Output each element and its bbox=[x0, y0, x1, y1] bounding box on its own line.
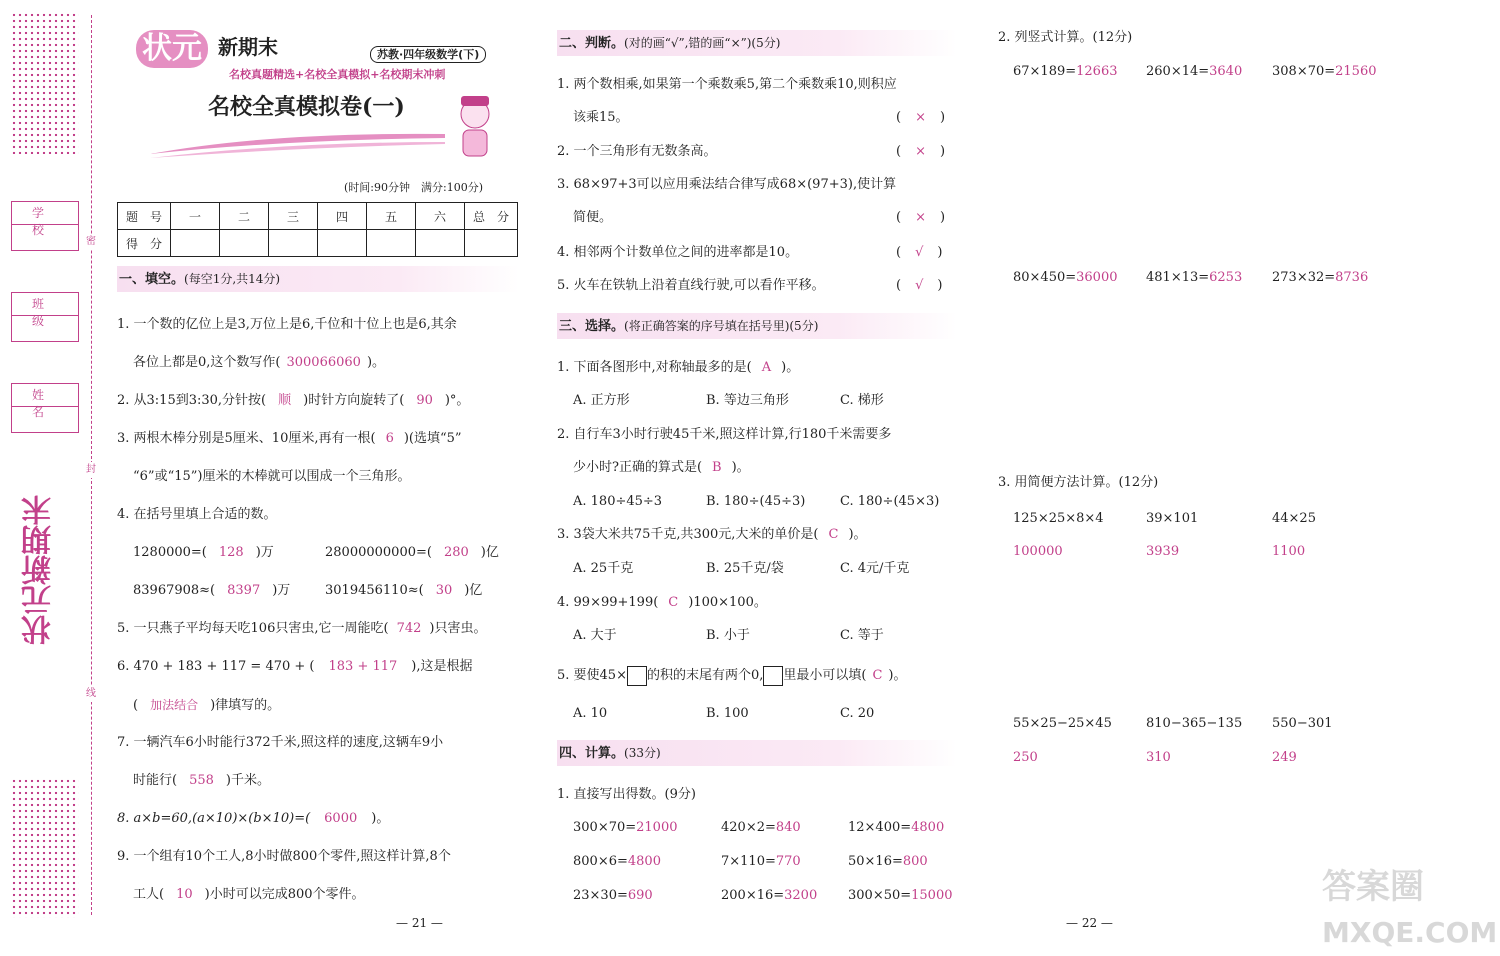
score-header-cell: 五 bbox=[367, 203, 416, 230]
choice-1-question bbox=[557, 360, 799, 376]
q7-text: 时能行( bbox=[133, 773, 178, 788]
cut-mark-xian: 线 bbox=[86, 686, 96, 702]
score-cell[interactable] bbox=[269, 230, 318, 257]
score-cell[interactable] bbox=[220, 230, 269, 257]
calc-2-item bbox=[1013, 64, 1118, 80]
q4-row1-b bbox=[325, 545, 499, 561]
judge-2-mark: × bbox=[915, 144, 926, 159]
calc-answer: 690 bbox=[627, 888, 653, 903]
q4-r1a-text: 1280000=( bbox=[133, 545, 207, 560]
judge-1-paren-open: ( bbox=[896, 110, 902, 125]
section-4-header bbox=[557, 740, 957, 766]
judge-5-mark: √ bbox=[915, 278, 924, 293]
judge-5-paren-close: ) bbox=[937, 278, 943, 293]
judge-3-answer bbox=[896, 210, 945, 226]
judge-5-paren-open: ( bbox=[896, 278, 902, 293]
judge-1-mark: × bbox=[915, 110, 926, 125]
choice-4-question bbox=[557, 595, 767, 611]
q4-r2b-answer: 30 bbox=[435, 583, 453, 598]
q9-answer: 10 bbox=[176, 887, 193, 902]
q4-r2a-end: )万 bbox=[272, 583, 291, 598]
choice-5-question bbox=[557, 665, 907, 687]
q6-line1 bbox=[117, 659, 473, 675]
calc-answer: 21560 bbox=[1335, 64, 1377, 79]
calc-expr: 273×32= bbox=[1272, 270, 1336, 285]
choice-2-question-2 bbox=[573, 460, 750, 476]
slogan: 名校真题精选+名校全真模拟+名校期末冲刺 bbox=[229, 68, 446, 81]
choice-1-opt-b[interactable]: B. 等边三角形 bbox=[706, 393, 789, 408]
q4-r2a-text: 83967908≈( bbox=[133, 583, 216, 598]
choice-5-answer: C bbox=[872, 668, 883, 683]
score-cell[interactable] bbox=[416, 230, 465, 257]
q6-mid: ),这是根据 bbox=[411, 659, 473, 674]
q8-text: 8. a×b=60,(a×10)×(b×10)=( bbox=[117, 811, 311, 826]
q4-r1a-answer: 128 bbox=[218, 545, 244, 560]
q3-text: 3. 两根木棒分别是5厘米、10厘米,再有一根( bbox=[117, 431, 376, 446]
choice-2-answer: B bbox=[712, 460, 722, 475]
choice-1-answer: A bbox=[761, 360, 772, 375]
section-3-header bbox=[557, 313, 957, 339]
score-header-cell: 四 bbox=[318, 203, 367, 230]
choice-4-opt-a[interactable]: A. 大于 bbox=[573, 628, 617, 643]
choice-3-opt-b[interactable]: B. 25千克/袋 bbox=[706, 561, 784, 576]
calc-1-item bbox=[573, 888, 653, 904]
choice-1-opt-a[interactable]: A. 正方形 bbox=[573, 393, 630, 408]
name-label: 姓 名 bbox=[31, 388, 58, 419]
choice-3-answer: C bbox=[828, 527, 839, 542]
q1-text: 各位上都是0,这个数写作( bbox=[133, 355, 281, 370]
q6-answer-1: 183 + 117 bbox=[328, 659, 398, 674]
choice-2-question: 2. 自行车3小时行驶45千米,照这样计算,行180千米需要多 bbox=[557, 427, 892, 442]
series-name: 新期末 bbox=[218, 35, 278, 59]
choice-3-question bbox=[557, 527, 867, 543]
section-3-note: (将正确答案的序号填在括号里)(5分) bbox=[624, 319, 819, 333]
judge-1-paren-close: ) bbox=[939, 110, 946, 125]
q2-text: 2. 从3:15到3:30,分针按( bbox=[117, 393, 267, 408]
choice-3-opt-a[interactable]: A. 25千克 bbox=[573, 561, 634, 576]
choice-5-text-2: 的积的末尾有两个0, bbox=[646, 668, 764, 683]
score-table bbox=[117, 202, 518, 257]
judge-3-paren-open: ( bbox=[896, 210, 902, 225]
score-header-cell: 六 bbox=[416, 203, 465, 230]
section-1-header bbox=[117, 266, 519, 292]
judge-2-paren-open: ( bbox=[896, 144, 902, 159]
vertical-brand: 状元新期末 bbox=[22, 495, 57, 645]
q7-answer: 558 bbox=[189, 773, 214, 788]
q9-line1: 9. 一个组有10个工人,8小时做800个零件,照这样计算,8个 bbox=[117, 849, 451, 864]
calc-expr: 308×70= bbox=[1272, 64, 1336, 79]
judge-4-answer bbox=[896, 245, 942, 261]
q4-r1a-end: )万 bbox=[255, 545, 274, 560]
judge-4-mark: √ bbox=[915, 245, 924, 260]
section-2-note: (对的画“√”,错的画“×”)(5分) bbox=[624, 36, 781, 50]
judge-3-line2: 简便。 bbox=[573, 210, 613, 225]
calc-answer: 3200 bbox=[784, 888, 818, 903]
calc-answer: 3640 bbox=[1209, 64, 1243, 79]
header-swoosh bbox=[150, 120, 450, 160]
calc-3-expr: 55×25−25×45 bbox=[1013, 716, 1112, 731]
q5-text: 5. 一只燕子平均每天吃106只害虫,它一周能吃( bbox=[117, 621, 389, 636]
name-field[interactable] bbox=[11, 383, 79, 433]
judge-2-line1: 2. 一个三角形有无数条高。 bbox=[557, 144, 717, 159]
score-header-cell: 题 号 bbox=[118, 203, 171, 230]
q2-answer-2: 90 bbox=[416, 393, 433, 408]
judge-1-line1: 1. 两个数相乘,如果第一个乘数乘5,第二个乘数乘10,则积应 bbox=[557, 77, 897, 92]
calc-3-answer: 250 bbox=[1013, 750, 1038, 765]
brand-logo: 状元 bbox=[136, 30, 208, 68]
q1-line2 bbox=[133, 355, 385, 371]
section-1-note: (每空1分,共14分) bbox=[184, 272, 281, 286]
calc-2-title: 2. 列竖式计算。(12分) bbox=[998, 30, 1133, 45]
q8-line bbox=[117, 811, 389, 827]
calc-expr: 300×70= bbox=[573, 820, 637, 835]
calc-1-item bbox=[573, 854, 661, 870]
q7-line2 bbox=[133, 773, 270, 789]
q2-line bbox=[117, 393, 469, 409]
calc-expr: 67×189= bbox=[1013, 64, 1077, 79]
calc-3-answer: 249 bbox=[1272, 750, 1297, 765]
watermark-top: 答案圈 bbox=[1322, 867, 1424, 907]
calc-answer: 6253 bbox=[1209, 270, 1243, 285]
watermark-bottom: MXQE.COM bbox=[1322, 916, 1498, 949]
calc-expr: 200×16= bbox=[721, 888, 785, 903]
dot-pattern-top bbox=[11, 12, 79, 154]
section-1-title: 一、填空。 bbox=[119, 272, 185, 287]
score-cell[interactable] bbox=[318, 230, 367, 257]
calc-2-item bbox=[1272, 64, 1377, 80]
choice-2-opt-c[interactable]: C. 180÷(45×3) bbox=[840, 494, 940, 509]
choice-1-opt-c[interactable]: C. 梯形 bbox=[840, 393, 884, 408]
judge-2-answer bbox=[896, 144, 945, 160]
choice-4-opt-b[interactable]: B. 小于 bbox=[706, 628, 750, 643]
choice-5-text-3: 里最小可以填( bbox=[783, 668, 867, 683]
calc-3-expr: 39×101 bbox=[1146, 511, 1199, 526]
q1-answer: 300066060 bbox=[286, 355, 361, 370]
choice-3-text: 3. 3袋大米共75千克,共300元,大米的单价是( bbox=[557, 527, 819, 542]
q3-mid: )(选填“5” bbox=[403, 431, 462, 446]
q3-line2: “6”或“15”)厘米的木棒就可以围成一个三角形。 bbox=[133, 469, 411, 484]
q4-r1b-text: 28000000000=( bbox=[325, 545, 432, 560]
q5-answer: 742 bbox=[396, 621, 422, 636]
q2-mid: )时针方向旋转了( bbox=[303, 393, 405, 408]
score-header-cell: 三 bbox=[269, 203, 318, 230]
calc-answer: 840 bbox=[775, 820, 801, 835]
choice-4-end: )100×100。 bbox=[688, 595, 767, 610]
school-label: 学 校 bbox=[31, 206, 58, 237]
calc-expr: 80×450= bbox=[1013, 270, 1077, 285]
calc-1-item bbox=[848, 888, 953, 904]
section-3-title: 三、选择。 bbox=[559, 319, 625, 334]
calc-expr: 50×16= bbox=[848, 854, 903, 869]
judge-5-line1: 5. 火车在铁轨上沿着直线行驶,可以看作平移。 bbox=[557, 278, 825, 293]
school-field[interactable] bbox=[11, 201, 79, 251]
calc-1-item bbox=[721, 854, 801, 870]
calc-expr: 481×13= bbox=[1146, 270, 1210, 285]
q1-end: )。 bbox=[366, 355, 386, 370]
dot-pattern-bottom bbox=[11, 778, 79, 918]
section-4-title: 四、计算。 bbox=[559, 746, 625, 761]
judge-1-answer bbox=[896, 110, 945, 126]
q6-text: 6. 470 + 183 + 117 = 470 + ( bbox=[117, 659, 315, 674]
choice-2-end: )。 bbox=[731, 460, 750, 475]
q4-row2-b bbox=[325, 583, 482, 599]
choice-4-opt-c[interactable]: C. 等于 bbox=[840, 628, 884, 643]
choice-3-opt-c[interactable]: C. 4元/千克 bbox=[840, 561, 910, 576]
q7-line1: 7. 一辆汽车6小时能行372千米,照这样的速度,这辆车9小 bbox=[117, 735, 444, 750]
judge-3-mark: × bbox=[915, 210, 926, 225]
q4-row1-a bbox=[133, 545, 274, 561]
calc-3-expr: 810−365−135 bbox=[1146, 716, 1243, 731]
choice-5-opt-a[interactable]: A. 10 bbox=[573, 706, 608, 721]
calc-answer: 4800 bbox=[911, 820, 945, 835]
q9-end: )小时可以完成800个零件。 bbox=[204, 887, 365, 902]
calc-answer: 12663 bbox=[1076, 64, 1118, 79]
score-row-label: 得 分 bbox=[118, 230, 171, 257]
choice-4-text: 4. 99×99+199( bbox=[557, 595, 659, 610]
judge-4-paren-close: ) bbox=[937, 245, 943, 260]
calc-2-item bbox=[1272, 270, 1368, 286]
judge-2-paren-close: ) bbox=[939, 144, 946, 159]
calc-expr: 23×30= bbox=[573, 888, 628, 903]
q4-title: 4. 在括号里填上合适的数。 bbox=[117, 507, 277, 522]
section-2-header bbox=[557, 30, 957, 56]
calc-answer: 8736 bbox=[1335, 270, 1369, 285]
calc-expr: 800×6= bbox=[573, 854, 628, 869]
calc-1-item bbox=[573, 820, 678, 836]
calc-answer: 15000 bbox=[911, 888, 953, 903]
q6-line2 bbox=[133, 697, 280, 714]
calc-3-expr: 44×25 bbox=[1272, 511, 1316, 526]
cut-mark-mi: 密 bbox=[86, 234, 96, 250]
q3-answer: 6 bbox=[385, 431, 394, 446]
calc-3-title: 3. 用简便方法计算。(12分) bbox=[998, 475, 1159, 490]
choice-5-opt-b[interactable]: B. 100 bbox=[706, 706, 749, 721]
q6-end: )律填写的。 bbox=[210, 698, 281, 713]
choice-3-end: )。 bbox=[848, 527, 867, 542]
q5-line bbox=[117, 621, 486, 637]
calc-expr: 12×400= bbox=[848, 820, 912, 835]
score-cell[interactable] bbox=[367, 230, 416, 257]
calc-3-answer: 100000 bbox=[1013, 544, 1063, 559]
q3-line1 bbox=[117, 431, 462, 447]
score-header-cell: 一 bbox=[171, 203, 220, 230]
choice-1-end: )。 bbox=[781, 360, 800, 375]
q4-r1b-answer: 280 bbox=[443, 545, 469, 560]
q4-r2b-text: 3019456110≈( bbox=[325, 583, 424, 598]
calc-2-item bbox=[1013, 270, 1118, 286]
q9-line2 bbox=[133, 887, 365, 903]
calc-3-answer: 1100 bbox=[1272, 544, 1306, 559]
paper-title: 名校全真模拟卷(一) bbox=[208, 94, 405, 120]
calc-answer: 21000 bbox=[636, 820, 678, 835]
judge-1-line2: 该乘15。 bbox=[573, 110, 629, 125]
choice-5-text: 5. 要使45× bbox=[557, 668, 627, 683]
q5-end: )只害虫。 bbox=[429, 621, 487, 636]
page-number-right: — 22 — bbox=[1066, 916, 1113, 930]
cut-mark-feng: 封 bbox=[86, 462, 96, 478]
q7-end: )千米。 bbox=[225, 773, 270, 788]
blank-box[interactable] bbox=[627, 666, 647, 686]
q4-r2b-end: )亿 bbox=[464, 583, 483, 598]
mascot-icon bbox=[445, 92, 505, 162]
calc-answer: 4800 bbox=[627, 854, 661, 869]
calc-expr: 420×2= bbox=[721, 820, 776, 835]
calc-3-answer: 310 bbox=[1146, 750, 1171, 765]
page-number-left: — 21 — bbox=[396, 916, 443, 930]
grade-badge: 苏教·四年级数学(下) bbox=[370, 46, 486, 63]
calc-2-item bbox=[1146, 270, 1242, 286]
calc-1-item bbox=[721, 888, 817, 904]
choice-2-text: 少小时?正确的算式是( bbox=[573, 460, 703, 475]
blank-box[interactable] bbox=[763, 666, 783, 686]
q8-end: )。 bbox=[371, 811, 390, 826]
choice-2-opt-b[interactable]: B. 180÷(45÷3) bbox=[706, 494, 806, 509]
section-2-title: 二、判断。 bbox=[559, 36, 625, 51]
calc-answer: 770 bbox=[775, 854, 801, 869]
q4-r2a-answer: 8397 bbox=[227, 583, 261, 598]
q2-end: )°。 bbox=[444, 393, 470, 408]
q2-answer-1: 顺 bbox=[278, 393, 292, 408]
q1-line1: 1. 一个数的亿位上是3,万位上是6,千位和十位上也是6,其余 bbox=[117, 317, 457, 332]
calc-expr: 300×50= bbox=[848, 888, 912, 903]
judge-3-paren-close: ) bbox=[939, 210, 946, 225]
calc-1-item bbox=[721, 820, 801, 836]
calc-expr: 7×110= bbox=[721, 854, 776, 869]
calc-2-item bbox=[1146, 64, 1242, 80]
calc-3-expr: 550−301 bbox=[1272, 716, 1333, 731]
choice-1-text: 1. 下面各图形中,对称轴最多的是( bbox=[557, 360, 752, 375]
section-4-note: (33分) bbox=[624, 746, 661, 760]
calc-expr: 260×14= bbox=[1146, 64, 1210, 79]
calc-3-answer: 3939 bbox=[1146, 544, 1180, 559]
calc-1-item bbox=[848, 854, 928, 870]
calc-answer: 36000 bbox=[1076, 270, 1118, 285]
calc-1-title: 1. 直接写出得数。(9分) bbox=[557, 787, 696, 802]
choice-5-end: )。 bbox=[888, 668, 907, 683]
score-header-cell: 二 bbox=[220, 203, 269, 230]
choice-2-opt-a[interactable]: A. 180÷45÷3 bbox=[573, 494, 663, 509]
judge-4-line1: 4. 相邻两个计数单位之间的进率都是10。 bbox=[557, 245, 799, 260]
score-cell[interactable] bbox=[171, 230, 220, 257]
judge-4-paren-open: ( bbox=[896, 245, 902, 260]
class-field[interactable] bbox=[11, 292, 79, 342]
score-cell[interactable] bbox=[465, 230, 518, 257]
time-note: (时间:90分钟 满分:100分) bbox=[344, 181, 483, 194]
q8-answer: 6000 bbox=[324, 811, 358, 826]
calc-3-expr: 125×25×8×4 bbox=[1013, 511, 1104, 526]
class-label: 班 级 bbox=[31, 297, 58, 328]
choice-5-opt-c[interactable]: C. 20 bbox=[840, 706, 875, 721]
q9-text: 工人( bbox=[133, 887, 165, 902]
judge-3-line1: 3. 68×97+3可以应用乘法结合律写成68×(97+3),使计算 bbox=[557, 177, 897, 192]
judge-5-answer bbox=[896, 278, 942, 294]
q6-open: ( bbox=[133, 698, 139, 713]
q4-r1b-end: )亿 bbox=[480, 545, 499, 560]
q6-answer-2: 加法结合 bbox=[150, 698, 199, 712]
score-header-cell: 总 分 bbox=[465, 203, 518, 230]
calc-1-item bbox=[848, 820, 944, 836]
q4-row2-a bbox=[133, 583, 290, 599]
calc-answer: 800 bbox=[902, 854, 928, 869]
choice-4-answer: C bbox=[668, 595, 679, 610]
